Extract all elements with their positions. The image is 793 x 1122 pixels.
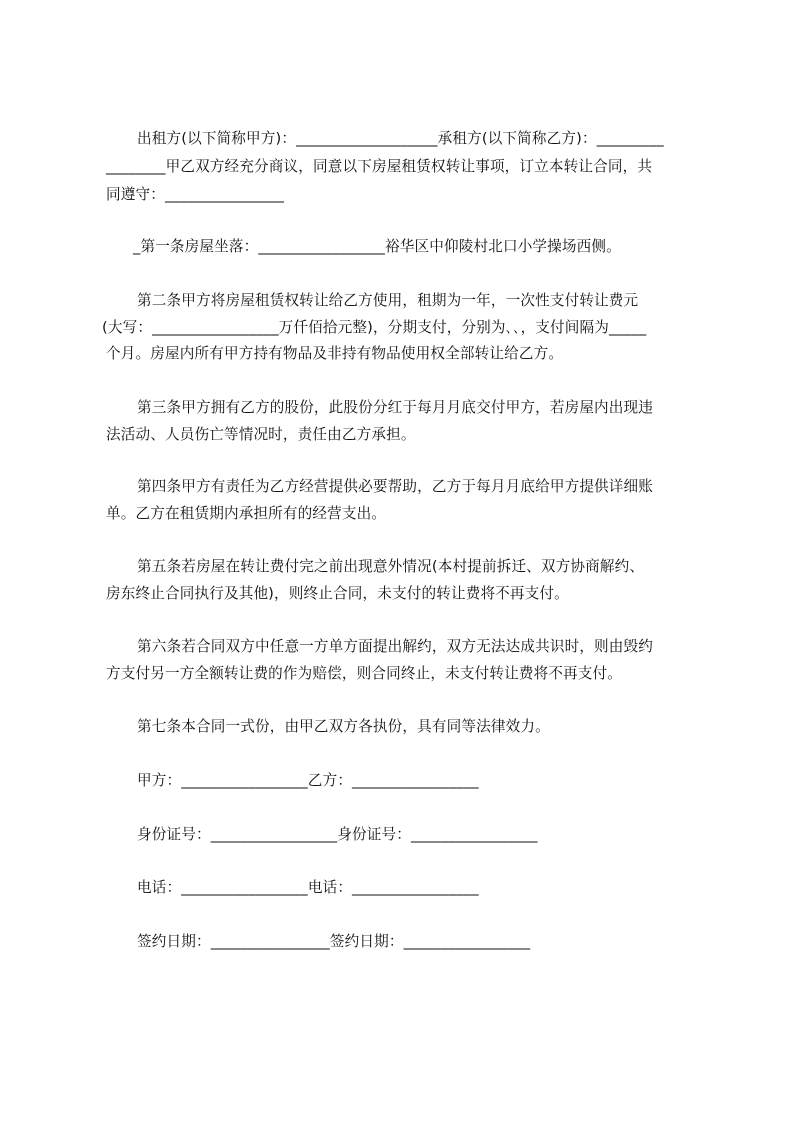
article-5-line-2: 房东终止合同执行及其他)，则终止合同，未支付的转让费将不再支付。 (106, 585, 569, 602)
intro-line-2: ________甲乙双方经充分商议，同意以下房屋租赁权转让事项，订立本转让合同，共 (106, 158, 653, 175)
article-2-line-3: 个月。房屋内所有甲方持有物品及非持有物品使用权全部转让给乙方。 (106, 345, 564, 362)
signature-id-line: 身份证号：_________________身份证号：_________________ (137, 826, 538, 843)
intro-line-1: 出租方(以下简称甲方)：___________________承租方(以下简称乙方)：_________ (137, 130, 664, 147)
intro-line-3: 同遵守：________________ (106, 186, 285, 203)
article-4-line-2: 单。乙方在租赁期内承担所有的经营支出。 (106, 505, 387, 522)
article-2-line-1: 第二条甲方将房屋租赁权转让给乙方使用，租期为一年，一次性支付转让费元 (137, 292, 639, 309)
article-5-line-1: 第五条若房屋在转让费付完之前出现意外情况(本村提前拆迁、双方协商解约、 (137, 558, 645, 575)
signature-phone-line: 电话：_________________电话：_________________ (137, 879, 479, 896)
article-6-line-1: 第六条若合同双方中任意一方单方面提出解约，双方无法达成共识时，则由毁约 (137, 638, 654, 655)
article-3-line-1: 第三条甲方拥有乙方的股份，此股份分红于每月月底交付甲方，若房屋内出现违 (137, 399, 654, 416)
article-4-line-1: 第四条甲方有责任为乙方经营提供必要帮助，乙方于每月月底给甲方提供详细账 (137, 478, 654, 495)
signature-party-line: 甲方：_________________乙方：_________________ (137, 772, 479, 789)
article-3-line-2: 法活动、人员伤亡等情况时，责任由乙方承担。 (106, 426, 416, 443)
article-7: 第七条本合同一式份，由甲乙双方各执份，具有同等法律效力。 (137, 718, 550, 735)
article-2-line-2: (大写：_________________万仟佰拾元整)，分期支付，分别为､､，支付间隔为_____ (102, 319, 647, 336)
article-6-line-2: 方支付另一方全额转让费的作为赔偿，则合同终止，未支付转让费将不再支付。 (106, 665, 623, 682)
signature-date-line: 签约日期：________________签约日期：_________________ (137, 933, 531, 950)
article-1: _第一条房屋坐落：_________________裕华区中仰陵村北口小学操场西侧。 (133, 238, 621, 255)
